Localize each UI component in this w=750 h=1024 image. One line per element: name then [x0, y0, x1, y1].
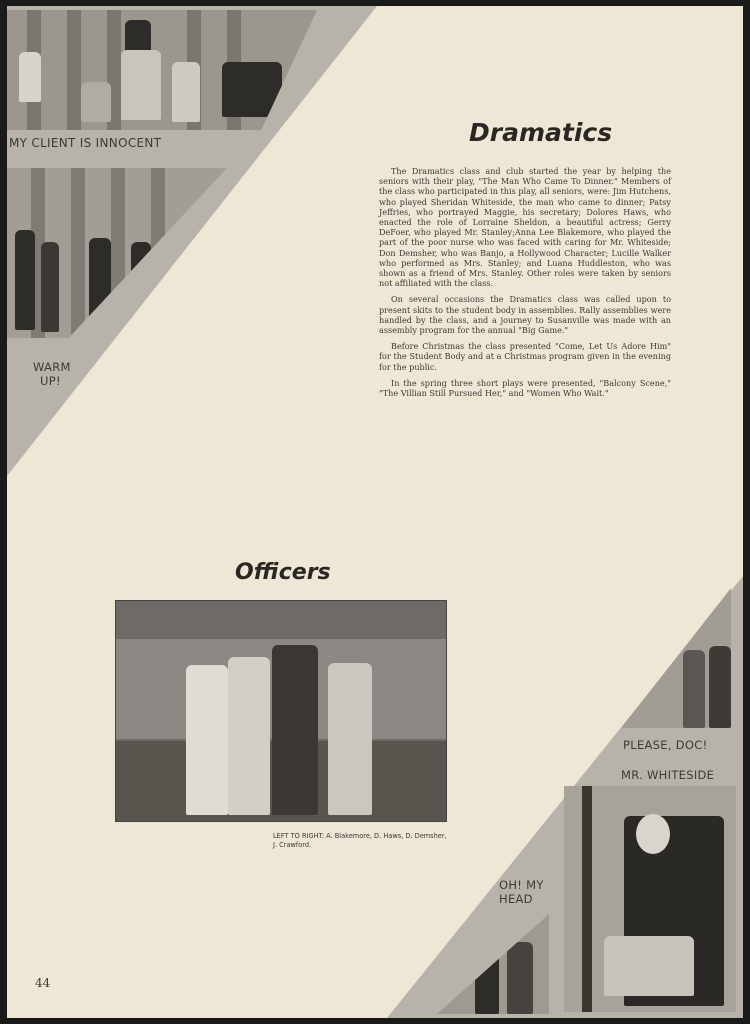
caption-warm: WARM	[33, 360, 71, 374]
officers-caption: LEFT TO RIGHT: A. Blakemore, D. Haws, D. Demsher, J. Crawford.	[273, 832, 447, 849]
officers-heading: Officers	[235, 560, 331, 585]
caption-up: UP!	[40, 374, 61, 388]
dramatics-body	[379, 166, 671, 404]
photo-mr-whiteside	[564, 786, 736, 1012]
caption-head: HEAD	[499, 892, 533, 906]
caption-please-doc: PLEASE, DOC!	[623, 738, 708, 752]
page-number: 44	[35, 976, 51, 990]
dramatics-paragraph-2: On several occasions the Dramatics class was called upon to present skits to the student body in assemblies. Rally assemblies were handled by the class, and a journey to Susanville was made with an assembly program for the annual "Big Game."	[379, 294, 671, 336]
caption-mr-whiteside: MR. WHITESIDE	[621, 768, 715, 782]
officers-photo	[115, 600, 447, 822]
dramatics-paragraph-3: Before Christmas the class presented "Come, Let Us Adore Him" for the Student Body and at a Christmas program given in the evening for the public.	[379, 341, 671, 372]
dramatics-paragraph-1: The Dramatics class and club started the year by helping the seniors with their play, "The Man Who Came To Dinner." Members of the class who participated in this play, all seniors, were: Jim Hutchens, who played Sheridan Whiteside, the man who came to dinner; Patsy Jeffries, who portrayed Maggie, his secretary; Dolores Haws, who enacted the role of Lorraine Sheldon, a beautiful actress; Gerry DeFoer, who played Mr. Stanley;Anna Lee Blakemore, who played the part of the poor nurse who was faced with caring for Mr. Whiteside; Don Demsher, who was Banjo, a Hollywood Character; Lucille Walker who performed as Mrs. Stanley; and Luana Huddleston, who was shown as a friend of Mrs. Stanley. Other roles were taken by seniors not affiliated with the class.	[379, 166, 671, 289]
dramatics-heading: Dramatics	[469, 118, 613, 147]
yearbook-page	[7, 6, 743, 1018]
dramatics-paragraph-4: In the spring three short plays were presented, "Balcony Scene," "The Villian Still Pursued Her," and "Women Who Wait."	[379, 377, 671, 399]
caption-my-client-is-innocent: MY CLIENT IS INNOCENT	[9, 136, 162, 150]
caption-oh-my: OH! MY	[499, 878, 544, 892]
